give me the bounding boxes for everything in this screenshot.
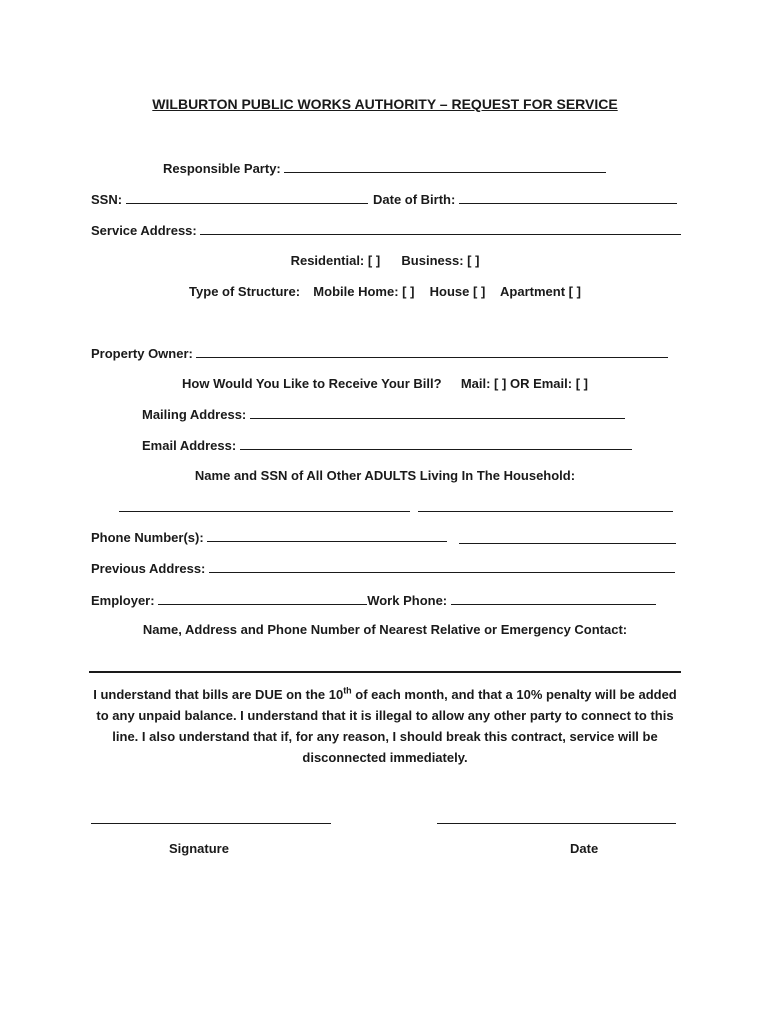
responsible-party-label: Responsible Party:: [163, 161, 281, 176]
structure-type-row: [0, 284, 770, 300]
employer-row: [91, 592, 656, 609]
house-checkbox[interactable]: House [ ]: [429, 284, 486, 299]
phone-numbers-row: [91, 529, 447, 546]
dob-row: [373, 191, 677, 208]
responsible-party-row: [163, 160, 606, 177]
residential-checkbox[interactable]: Residential: [ ]: [290, 253, 381, 268]
dob-label: Date of Birth:: [373, 192, 456, 207]
service-address-row: [91, 222, 681, 239]
signature-field[interactable]: [91, 823, 331, 824]
property-owner-row: [91, 345, 668, 362]
structure-type-label: Type of Structure:: [189, 284, 301, 299]
previous-address-field[interactable]: [209, 560, 675, 573]
email-checkbox[interactable]: OR Email: [ ]: [509, 376, 588, 391]
date-label: Date: [570, 841, 599, 856]
email-address-field[interactable]: [240, 437, 632, 450]
phone-numbers-label: Phone Number(s):: [91, 530, 204, 545]
mobile-home-checkbox[interactable]: Mobile Home: [ ]: [313, 284, 415, 299]
bill-delivery-question: How Would You Like to Receive Your Bill?: [182, 376, 442, 391]
mailing-address-label: Mailing Address:: [142, 407, 247, 422]
mailing-address-row: [142, 406, 625, 423]
date-field[interactable]: [437, 823, 676, 824]
phone-number-field-2[interactable]: [459, 543, 676, 544]
property-owner-field[interactable]: [196, 345, 668, 358]
ssn-field[interactable]: [126, 191, 368, 204]
employer-field[interactable]: [158, 592, 367, 605]
mail-checkbox[interactable]: Mail: [ ]: [460, 376, 507, 391]
agreement-text: I understand that bills are DUE on the 10th of each month, and that a 10% penalty will be added to any unpaid balance. I understand that it is illegal to allow any other party to connect to this line. I also understand that if, for any reason, I should break this contract, service will be disconnected immediately.: [93, 685, 677, 765]
apartment-checkbox[interactable]: Apartment [ ]: [500, 284, 581, 299]
account-type-row: [0, 253, 770, 269]
property-owner-label: Property Owner:: [91, 346, 193, 361]
ssn-row: [91, 191, 368, 208]
previous-address-row: [91, 560, 675, 577]
mailing-address-field[interactable]: [250, 406, 625, 419]
previous-address-label: Previous Address:: [91, 561, 206, 576]
emergency-contact-field[interactable]: [89, 671, 681, 673]
business-checkbox[interactable]: Business: [ ]: [401, 253, 480, 268]
other-adult-field-2[interactable]: [418, 511, 673, 512]
emergency-contact-label: Name, Address and Phone Number of Nearest Relative or Emergency Contact:: [142, 622, 628, 637]
work-phone-label: Work Phone:: [367, 593, 448, 608]
phone-number-field-1[interactable]: [207, 529, 447, 542]
responsible-party-field[interactable]: [284, 160, 606, 173]
other-adult-field-1[interactable]: [119, 511, 410, 512]
bill-delivery-row: [0, 376, 770, 392]
signature-label: Signature: [169, 841, 229, 856]
other-adults-label: Name and SSN of All Other ADULTS Living In The Household:: [194, 468, 576, 483]
service-address-label: Service Address:: [91, 223, 197, 238]
email-address-row: [142, 437, 632, 454]
service-address-field[interactable]: [200, 222, 681, 235]
ssn-label: SSN:: [91, 192, 123, 207]
email-address-label: Email Address:: [142, 438, 237, 453]
work-phone-field[interactable]: [451, 592, 656, 605]
page-title: WILBURTON PUBLIC WORKS AUTHORITY – REQUEST FOR SERVICE: [152, 96, 618, 112]
employer-label: Employer:: [91, 593, 155, 608]
dob-field[interactable]: [459, 191, 677, 204]
